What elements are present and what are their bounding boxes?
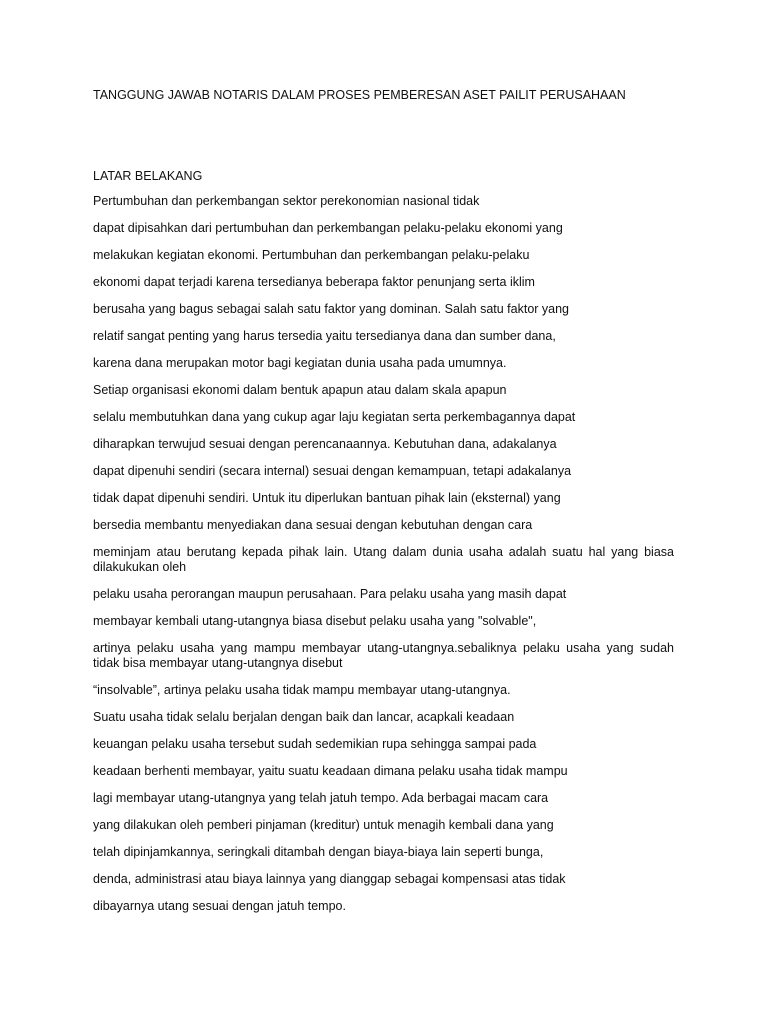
- paragraph-line: selalu membutuhkan dana yang cukup agar laju kegiatan serta perkembagannya dapat: [93, 410, 576, 424]
- document-title: TANGGUNG JAWAB NOTARIS DALAM PROSES PEMBERESAN ASET PAILIT PERUSAHAAN: [93, 88, 626, 102]
- section-heading: LATAR BELAKANG: [93, 169, 203, 183]
- paragraph-line: artinya pelaku usaha yang mampu membayar utang-utangnya.sebaliknya pelaku usaha yang sudah tidak bisa membayar utang-utangnya disebut: [93, 641, 674, 670]
- paragraph-line: telah dipinjamkannya, seringkali ditambah dengan biaya-biaya lain seperti bunga,: [93, 845, 544, 859]
- paragraph-line: ekonomi dapat terjadi karena tersedianya beberapa faktor penunjang serta iklim: [93, 275, 535, 289]
- paragraph-line: lagi membayar utang-utangnya yang telah jatuh tempo. Ada berbagai macam cara: [93, 791, 549, 805]
- paragraph-line: dapat dipisahkan dari pertumbuhan dan perkembangan pelaku-pelaku ekonomi yang: [93, 221, 563, 235]
- paragraph-line: meminjam atau berutang kepada pihak lain. Utang dalam dunia usaha adalah suatu hal yang biasa dilakukukan oleh: [93, 545, 674, 574]
- paragraph-line: Suatu usaha tidak selalu berjalan dengan baik dan lancar, acapkali keadaan: [93, 710, 515, 724]
- paragraph-line: berusaha yang bagus sebagai salah satu faktor yang dominan. Salah satu faktor yang: [93, 302, 570, 316]
- paragraph-line: “insolvable”, artinya pelaku usaha tidak mampu membayar utang-utangnya.: [93, 683, 511, 697]
- paragraph-line: keadaan berhenti membayar, yaitu suatu keadaan dimana pelaku usaha tidak mampu: [93, 764, 568, 778]
- paragraph-line: membayar kembali utang-utangnya biasa disebut pelaku usaha yang "solvable",: [93, 614, 537, 628]
- paragraph-line: pelaku usaha perorangan maupun perusahaan. Para pelaku usaha yang masih dapat: [93, 587, 567, 601]
- paragraph-line: relatif sangat penting yang harus tersedia yaitu tersedianya dana dan sumber dana,: [93, 329, 556, 343]
- paragraph-line: dapat dipenuhi sendiri (secara internal) sesuai dengan kemampuan, tetapi adakalanya: [93, 464, 572, 478]
- document-body: [93, 194, 674, 926]
- paragraph-line: Setiap organisasi ekonomi dalam bentuk apapun atau dalam skala apapun: [93, 383, 507, 397]
- paragraph-line: dibayarnya utang sesuai dengan jatuh tempo.: [93, 899, 346, 913]
- paragraph-line: melakukan kegiatan ekonomi. Pertumbuhan dan perkembangan pelaku-pelaku: [93, 248, 530, 262]
- paragraph-line: denda, administrasi atau biaya lainnya yang dianggap sebagai kompensasi atas tidak: [93, 872, 566, 886]
- paragraph-line: yang dilakukan oleh pemberi pinjaman (kreditur) untuk menagih kembali dana yang: [93, 818, 554, 832]
- paragraph-line: Pertumbuhan dan perkembangan sektor perekonomian nasional tidak: [93, 194, 480, 208]
- paragraph-line: diharapkan terwujud sesuai dengan perencanaannya. Kebutuhan dana, adakalanya: [93, 437, 557, 451]
- paragraph-line: karena dana merupakan motor bagi kegiatan dunia usaha pada umumnya.: [93, 356, 507, 370]
- paragraph-line: bersedia membantu menyediakan dana sesuai dengan kebutuhan dengan cara: [93, 518, 533, 532]
- paragraph-line: keuangan pelaku usaha tersebut sudah sedemikian rupa sehingga sampai pada: [93, 737, 537, 751]
- paragraph-line: tidak dapat dipenuhi sendiri. Untuk itu diperlukan bantuan pihak lain (eksternal) yang: [93, 491, 561, 505]
